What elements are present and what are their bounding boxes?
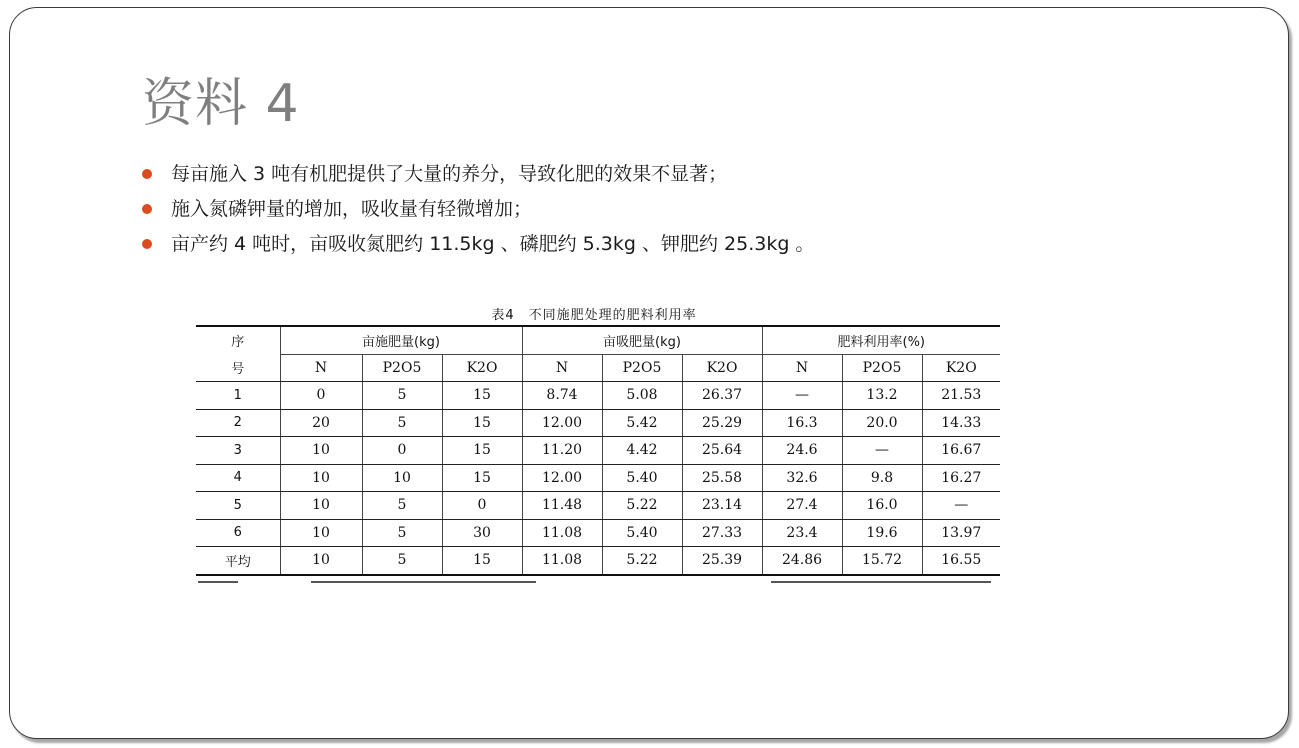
table-cell: —	[922, 492, 1000, 520]
bullet-list	[142, 162, 814, 267]
table-cell: 13.97	[922, 519, 1000, 547]
table-row	[196, 519, 1000, 547]
table-row	[196, 437, 1000, 465]
table-row	[196, 492, 1000, 520]
bullet-item	[142, 232, 814, 256]
table-cell: 8.74	[522, 382, 602, 410]
table-cell: 5	[362, 382, 442, 410]
table-group-header: 亩施肥量(kg)	[280, 326, 522, 354]
table-body	[196, 382, 1000, 575]
table-row	[196, 382, 1000, 410]
table-group-header: 亩吸肥量(kg)	[522, 326, 762, 354]
table-cell: 26.37	[682, 382, 762, 410]
table-group-header-row	[196, 326, 1000, 354]
table-group-header: 肥料利用率(%)	[762, 326, 1000, 354]
table-cell: 0	[362, 437, 442, 465]
table-subheader-row	[196, 354, 1000, 382]
table-row	[196, 547, 1000, 575]
table-row	[196, 409, 1000, 437]
bullet-dot-icon	[142, 169, 152, 179]
table-subheader: N	[522, 354, 602, 382]
table-cell: 4.42	[602, 437, 682, 465]
table-cell: 15.72	[842, 547, 922, 575]
table-cell: 5.40	[602, 464, 682, 492]
table-row-label: 5	[196, 492, 280, 520]
table-subheader: N	[762, 354, 842, 382]
table-cell: 5	[362, 409, 442, 437]
table-rowhead-bottom: 号	[196, 354, 280, 382]
table-cell: 23.4	[762, 519, 842, 547]
table-cell: 24.86	[762, 547, 842, 575]
table-row	[196, 464, 1000, 492]
table-cell: 25.64	[682, 437, 762, 465]
table-cell: 23.14	[682, 492, 762, 520]
table-cell: 5.08	[602, 382, 682, 410]
table-cell: 10	[280, 547, 362, 575]
table-cell: 5	[362, 547, 442, 575]
table-cell: 0	[280, 382, 362, 410]
table-cell: 12.00	[522, 409, 602, 437]
table-cell: 5.22	[602, 547, 682, 575]
table-cell: 11.48	[522, 492, 602, 520]
table-cell: 10	[280, 492, 362, 520]
table-cell: 5.42	[602, 409, 682, 437]
table-row-label: 1	[196, 382, 280, 410]
bullet-item	[142, 197, 814, 221]
table-cell: 16.67	[922, 437, 1000, 465]
table-cell: 13.2	[842, 382, 922, 410]
table-cell: 5	[362, 492, 442, 520]
table-cell: 16.27	[922, 464, 1000, 492]
table-cell: 19.6	[842, 519, 922, 547]
table-subheader: K2O	[922, 354, 1000, 382]
table-cell: 11.08	[522, 547, 602, 575]
table-rowhead-top: 序	[231, 335, 245, 350]
table-row-label: 6	[196, 519, 280, 547]
bullet-dot-icon	[142, 239, 152, 249]
table-cell: 12.00	[522, 464, 602, 492]
table-cell: 5.40	[602, 519, 682, 547]
table-subheader: P2O5	[842, 354, 922, 382]
table-subheader: P2O5	[362, 354, 442, 382]
table-cell: 16.55	[922, 547, 1000, 575]
table-cell: 15	[442, 547, 522, 575]
bullet-dot-icon	[142, 204, 152, 214]
bullet-text: 每亩施入 3 吨有机肥提供了大量的养分，导致化肥的效果不显著；	[171, 163, 728, 185]
table-subheader: K2O	[442, 354, 522, 382]
table-cell: 20	[280, 409, 362, 437]
table-cell: 14.33	[922, 409, 1000, 437]
fertilizer-utilization-table	[196, 325, 1000, 576]
table-cell: 11.20	[522, 437, 602, 465]
fertilizer-table-image	[186, 300, 1002, 585]
table-row-label: 平均	[196, 547, 280, 575]
table-cell: 10	[280, 437, 362, 465]
table-cell: 25.29	[682, 409, 762, 437]
table-cell: 0	[442, 492, 522, 520]
table-cell: 30	[442, 519, 522, 547]
table-subheader: P2O5	[602, 354, 682, 382]
table-cell: 10	[362, 464, 442, 492]
table-cell: 25.58	[682, 464, 762, 492]
table-cell: 10	[280, 519, 362, 547]
scan-cropped-text-fragment	[186, 579, 1002, 585]
table-cell: —	[762, 382, 842, 410]
table-cell: 15	[442, 409, 522, 437]
table-cell: 11.08	[522, 519, 602, 547]
table-cell: 16.0	[842, 492, 922, 520]
table-cell: 5	[362, 519, 442, 547]
table-cell: 10	[280, 464, 362, 492]
table-caption: 表4 不同施肥处理的肥料利用率	[491, 308, 697, 323]
table-cell: 5.22	[602, 492, 682, 520]
bullet-text: 施入氮磷钾量的增加，吸收量有轻微增加；	[171, 198, 533, 220]
table-cell: —	[842, 437, 922, 465]
table-subheader: K2O	[682, 354, 762, 382]
table-cell: 15	[442, 464, 522, 492]
table-cell: 9.8	[842, 464, 922, 492]
slide-title: 资料 4	[142, 74, 300, 134]
table-cell: 21.53	[922, 382, 1000, 410]
table-cell: 16.3	[762, 409, 842, 437]
table-subheader: N	[280, 354, 362, 382]
table-row-label: 3	[196, 437, 280, 465]
table-cell: 32.6	[762, 464, 842, 492]
table-row-label: 2	[196, 409, 280, 437]
table-cell: 27.33	[682, 519, 762, 547]
table-cell: 27.4	[762, 492, 842, 520]
table-cell: 24.6	[762, 437, 842, 465]
table-row-label: 4	[196, 464, 280, 492]
bullet-item	[142, 162, 814, 186]
table-cell: 20.0	[842, 409, 922, 437]
table-cell: 15	[442, 437, 522, 465]
table-cell: 15	[442, 382, 522, 410]
table-cell: 25.39	[682, 547, 762, 575]
bullet-text: 亩产约 4 吨时，亩吸收氮肥约 11.5kg 、磷肥约 5.3kg 、钾肥约 25.3kg 。	[171, 233, 815, 255]
